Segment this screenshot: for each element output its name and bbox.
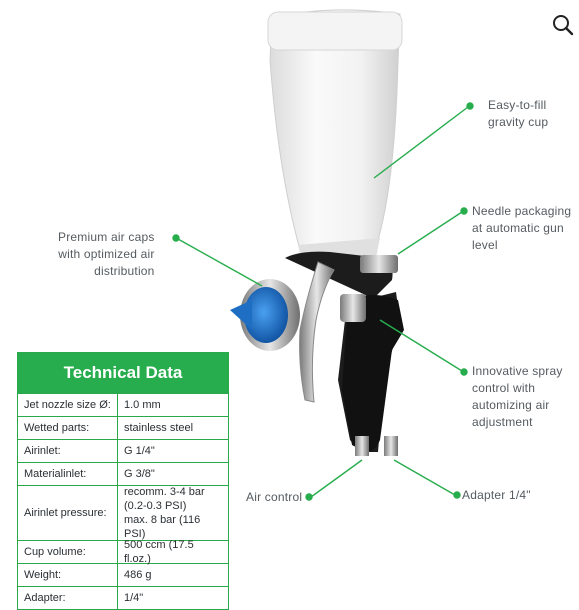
technical-data-table [17,352,229,610]
row-label: Materialinlet: [18,463,118,485]
row-value: G 3/8" [124,468,155,480]
row-label: Wetted parts: [18,417,118,439]
row-label: Airinlet pressure: [18,486,118,540]
gun-body [285,252,404,456]
row-value: 500 ccm (17.5 fl.oz.) [124,539,194,565]
callout-gravity-cup: Easy-to-fill gravity cup [488,98,549,129]
row-label: Adapter: [18,587,118,609]
row-value: 486 g [124,569,152,581]
search-icon[interactable] [552,14,574,36]
table-row [18,416,228,439]
table-row [18,485,228,540]
callout-needle: Needle packaging at automatic gun level [472,204,572,252]
table-row [18,462,228,485]
gravity-cup [268,10,402,262]
table-row [18,540,228,563]
callout-air-control: Air control [246,490,303,504]
row-label: Jet nozzle size Ø: [18,394,118,416]
table-row [18,586,228,609]
row-value: G 1/4" [124,445,155,457]
row-value: 1.0 mm [124,399,161,411]
callout-adapter: Adapter 1/4" [462,488,531,502]
callout-spray-control: Innovative spray control with automizing air adjustment [472,364,563,429]
table-title: Technical Data [18,353,228,393]
row-label: Cup volume: [18,541,118,563]
row-value: stainless steel [124,422,194,434]
table-row [18,393,228,416]
table-row [18,439,228,462]
row-value: recomm. 3-4 bar (0.2-0.3 PSI) max. 8 bar (116 PSI) [124,486,205,540]
row-label: Weight: [18,564,118,586]
air-cap [230,279,300,351]
row-label: Airinlet: [18,440,118,462]
callout-air-caps: Premium air caps with optimized air distribution [58,230,155,278]
row-value: 1/4" [124,592,144,604]
table-row [18,563,228,586]
